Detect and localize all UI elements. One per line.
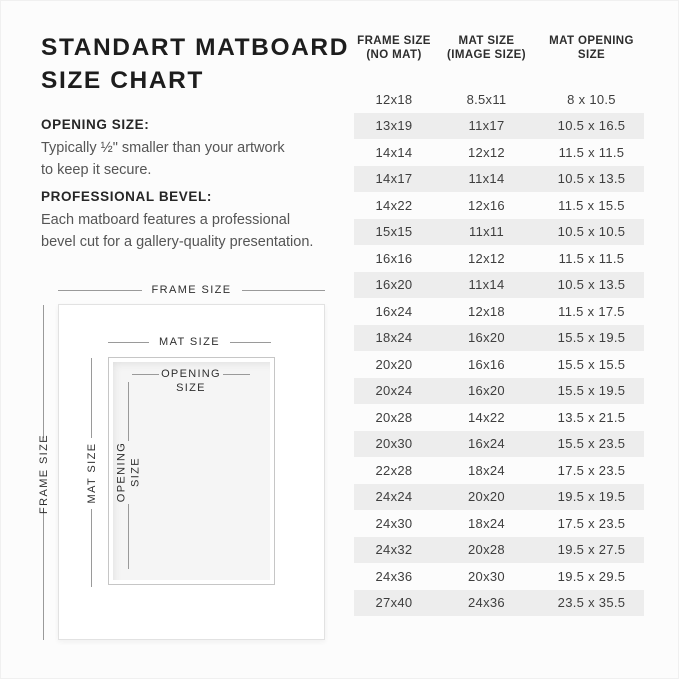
table-cell: 11.5 x 11.5: [558, 250, 625, 266]
page-title-line-2: SIZE CHART: [41, 67, 204, 94]
table-row: [354, 378, 644, 405]
table-row: [354, 563, 644, 590]
measure-line: [242, 290, 326, 291]
table-cell: 20x20: [375, 356, 413, 372]
column-header-mat-opening-size: [539, 34, 644, 62]
table-cell: 11x17: [468, 118, 505, 134]
measure-line: [91, 358, 92, 438]
table-cell: 8 x 10.5: [567, 91, 616, 107]
frame-size-label-text: FRAME SIZE: [151, 284, 232, 296]
measure-line: [43, 305, 44, 438]
column-header-frame-size: [354, 34, 434, 62]
table-row: [354, 219, 644, 246]
measure-line: [91, 509, 92, 587]
table-cell: 19.5 x 19.5: [557, 489, 626, 505]
measure-line: [128, 382, 129, 441]
table-row: [354, 298, 644, 325]
table-cell: 15.5 x 15.5: [557, 356, 626, 372]
table-cell: 13x19: [375, 118, 413, 134]
table-cell: 15.5 x 19.5: [557, 330, 626, 346]
table-cell: 19.5 x 27.5: [557, 542, 626, 558]
table-cell: 16x24: [375, 303, 413, 319]
frame-size-label-top: [58, 284, 325, 296]
column-header-line: (NO MAT): [366, 49, 422, 61]
table-row: [354, 484, 644, 511]
table-cell: 24x24: [375, 489, 413, 505]
table-cell: 18x24: [375, 330, 413, 346]
table-cell: 16x16: [375, 250, 413, 266]
table-cell: 14x14: [375, 144, 413, 160]
table-row: [354, 431, 644, 458]
mat-size-label-text: MAT SIZE: [159, 336, 220, 348]
table-cell: 11.5 x 17.5: [558, 303, 625, 319]
table-cell: 16x16: [468, 356, 505, 372]
measure-line: [230, 342, 271, 343]
table-cell: 20x28: [468, 542, 505, 558]
table-cell: 11.5 x 15.5: [558, 197, 625, 213]
table-cell: 20x30: [468, 568, 505, 584]
page-title-line-1: STANDART MATBOARD: [41, 34, 350, 61]
table-row: [354, 192, 644, 219]
table-cell: 11x14: [468, 171, 505, 187]
opening-size-label-vertical: OPENING SIZE: [115, 441, 141, 503]
column-header-line: FRAME SIZE: [357, 35, 431, 47]
mat-size-label-top: [108, 336, 271, 348]
table-cell: 16x20: [468, 330, 505, 346]
table-cell: 14x22: [468, 409, 505, 425]
table-row: [354, 113, 644, 140]
table-cell: 23.5 x 35.5: [557, 595, 626, 611]
measure-line: [108, 342, 149, 343]
table-cell: 14x22: [375, 197, 413, 213]
table-cell: 10.5 x 16.5: [557, 118, 626, 134]
table-cell: 20x20: [468, 489, 505, 505]
measure-line: [43, 511, 44, 640]
page-title: [41, 31, 349, 97]
column-header-line: MAT OPENING: [549, 35, 634, 47]
table-cell: 20x30: [375, 436, 413, 452]
table-row: [354, 272, 644, 299]
table-row: [354, 404, 644, 431]
table-cell: 16x20: [468, 383, 505, 399]
table-row: [354, 457, 644, 484]
table-cell: 8.5x11: [466, 91, 507, 107]
table-cell: 22x28: [375, 462, 413, 478]
table-cell: 24x36: [375, 568, 413, 584]
column-header-line: MAT SIZE: [458, 35, 515, 47]
table-row: [354, 351, 644, 378]
table-cell: 12x12: [468, 250, 505, 266]
professional-bevel-heading: PROFESSIONAL BEVEL:: [41, 189, 212, 204]
measure-line: [223, 374, 250, 375]
measure-line: [58, 290, 142, 291]
column-header-mat-size: [434, 34, 539, 62]
table-row: [354, 590, 644, 617]
table-cell: 24x36: [468, 595, 505, 611]
table-cell: 11x11: [469, 224, 504, 240]
table-cell: 18x24: [468, 462, 505, 478]
table-row: [354, 86, 644, 113]
column-header-line: (IMAGE SIZE): [447, 49, 526, 61]
table-cell: 20x24: [375, 383, 413, 399]
table-cell: 18x24: [468, 515, 505, 531]
table-cell: 12x18: [468, 303, 505, 319]
opening-size-text-line: to keep it secure.: [41, 162, 152, 178]
table-cell: 14x17: [375, 171, 413, 187]
measure-line: [128, 504, 129, 569]
table-row: [354, 245, 644, 272]
mat-size-label-vertical: MAT SIZE: [86, 442, 98, 504]
table-cell: 24x30: [375, 515, 413, 531]
opening-size-note: [41, 117, 361, 181]
table-cell: 19.5 x 29.5: [557, 568, 626, 584]
table-cell: 15x15: [375, 224, 413, 240]
opening-size-heading: OPENING SIZE:: [41, 117, 150, 132]
table-cell: 16x20: [375, 277, 413, 293]
table-cell: 12x18: [375, 91, 413, 107]
table-cell: 11.5 x 11.5: [558, 144, 625, 160]
table-row: [354, 537, 644, 564]
table-cell: 15.5 x 23.5: [557, 436, 626, 452]
table-cell: 27x40: [375, 595, 413, 611]
table-cell: 24x32: [375, 542, 413, 558]
table-cell: 15.5 x 19.5: [557, 383, 626, 399]
table-cell: 13.5 x 21.5: [557, 409, 626, 425]
table-row: [354, 510, 644, 537]
table-cell: 20x28: [375, 409, 413, 425]
table-cell: 12x16: [468, 197, 505, 213]
table-cell: 11x14: [468, 277, 505, 293]
measure-line: [132, 374, 159, 375]
size-table-header: [354, 34, 644, 62]
professional-bevel-text-line: bevel cut for a gallery-quality presentation.: [41, 234, 314, 250]
table-cell: 17.5 x 23.5: [557, 515, 626, 531]
frame-size-label-vertical: FRAME SIZE: [38, 433, 50, 515]
size-table: [354, 34, 644, 616]
column-header-line: SIZE: [577, 49, 606, 61]
table-row: [354, 325, 644, 352]
table-cell: 10.5 x 13.5: [557, 277, 626, 293]
table-row: [354, 139, 644, 166]
opening-size-text-line: Typically ½" smaller than your artwork: [41, 140, 285, 156]
table-cell: 10.5 x 10.5: [557, 224, 626, 240]
table-cell: 10.5 x 13.5: [557, 171, 626, 187]
table-body: [354, 86, 644, 616]
table-row: [354, 166, 644, 193]
professional-bevel-note: [41, 189, 361, 253]
opening-size-label-text: OPENING SIZE: [161, 368, 221, 394]
professional-bevel-text-line: Each matboard features a professional: [41, 212, 291, 228]
table-cell: 12x12: [468, 144, 505, 160]
table-cell: 16x24: [468, 436, 505, 452]
table-cell: 17.5 x 23.5: [557, 462, 626, 478]
